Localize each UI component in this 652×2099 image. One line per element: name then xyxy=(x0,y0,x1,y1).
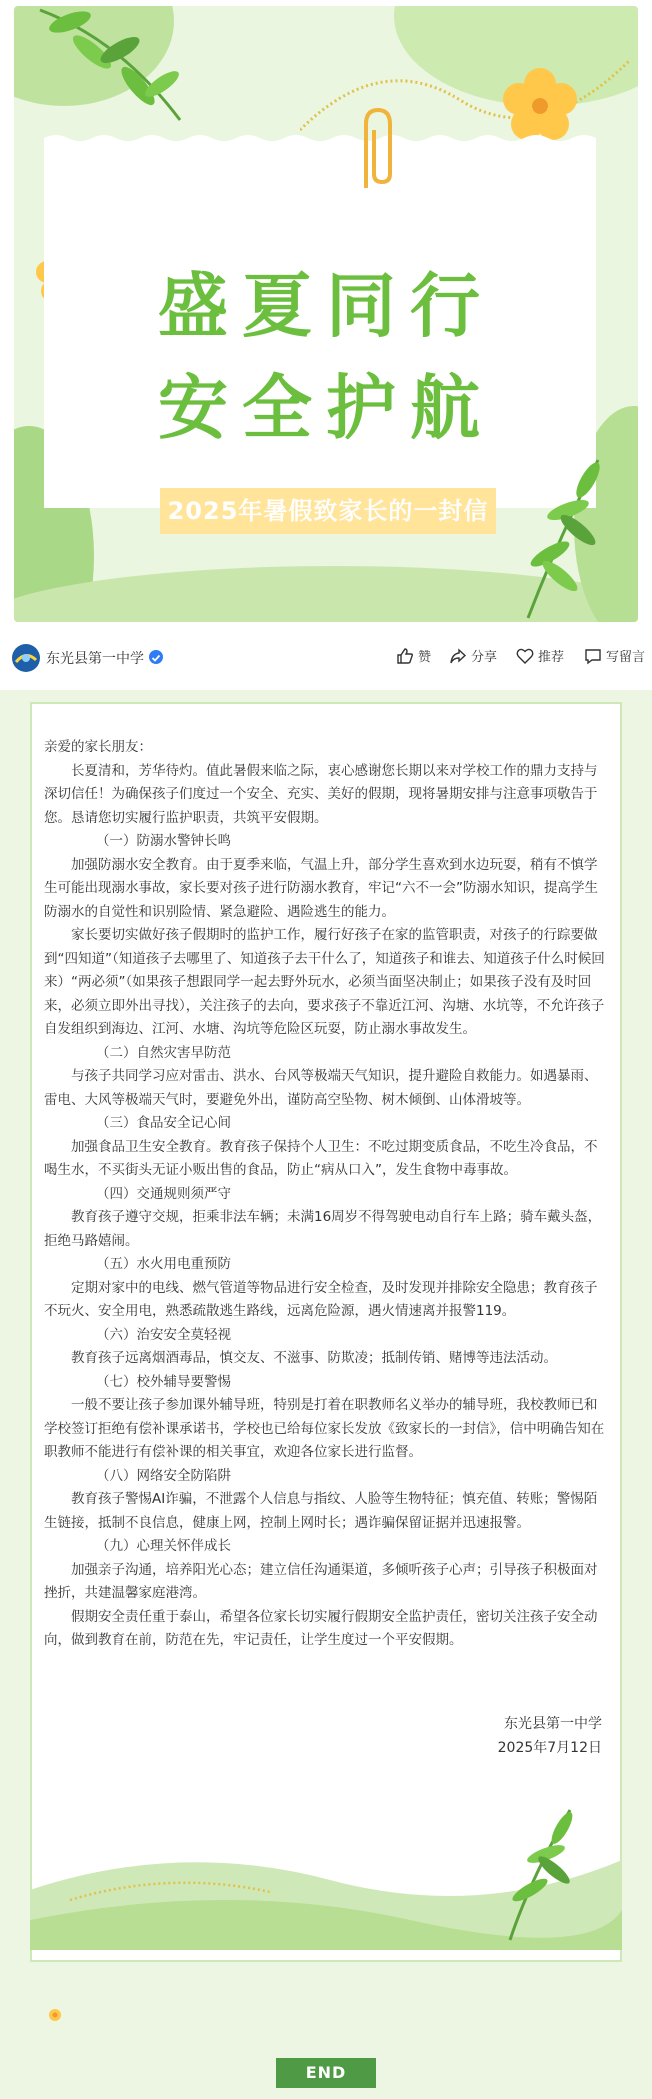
share-button[interactable] xyxy=(449,646,497,665)
paperclip-icon xyxy=(352,104,402,194)
section-paragraph: 加强防溺水安全教育。由于夏季来临，气温上升，部分学生喜欢到水边玩耍，稍有不慎学生可能出现溺水事故，家长要对孩子进行防溺水教育，牢记“六不一会”防溺水知识，提高学生防溺水的自觉性和识别险情、紧急避险、遇险逃生的能力。 xyxy=(44,856,598,920)
share-label: 分享 xyxy=(471,650,498,665)
share-icon xyxy=(449,647,467,665)
leaf-branch-icon xyxy=(508,450,618,620)
section-heading: （六）治安安全莫轻视 xyxy=(96,1326,231,1343)
banner-subtitle: 2025年暑假致家长的一封信 xyxy=(167,497,489,525)
section-paragraph: 教育孩子遵守交规，拒乘非法车辆；未满16周岁不得驾驶电动自行车上路；骑车戴头盔，拒绝马路嬉闹。 xyxy=(44,1209,602,1249)
section-heading: （三）食品安全记心间 xyxy=(96,1115,231,1131)
section-paragraph: 加强食品卫生安全教育。教育孩子保持个人卫生：不吃过期变质食品，不吃生冷食品，不喝生水，不买街头无证小贩出售的食品，防止“病从口入”，发生食物中毒事故。 xyxy=(44,1138,598,1178)
section-paragraph: 与孩子共同学习应对雷击、洪水、台风等极端天气知识，提升避险自救能力。如遇暴雨、雷电、大风等极端天气时，要避免外出，谨防高空坠物、树木倾倒、山体滑坡等。 xyxy=(44,1068,598,1108)
letter-section xyxy=(0,690,652,2099)
section-paragraph: 教育孩子远离烟酒毒品，慎交友、不滋事、防欺凌；抵制传销、赌博等违法活动。 xyxy=(71,1350,557,1366)
banner-title-line1: 盛夏同行 xyxy=(158,265,494,347)
closing-paragraph: 假期安全责任重于泰山，希望各位家长切实履行假期安全监护责任，密切关注孩子安全动向，做到教育在前，防范在先，牢记责任，让学生度过一个平安假期。 xyxy=(44,1608,598,1648)
section-heading: （一）防溺水警钟长鸣 xyxy=(96,833,231,849)
account-bar xyxy=(0,628,652,691)
section-heading: （五）水火用电重预防 xyxy=(96,1256,231,1272)
section-paragraph: 定期对家中的电线、燃气管道等物品进行安全检查，及时发现并排除安全隐患；教育孩子不玩火、安全用电，熟悉疏散逃生路线，远离危险源，遇火情速离并报警119。 xyxy=(44,1279,598,1319)
section-paragraph: 一般不要让孩子参加课外辅导班，特别是打着在职教师名义举办的辅导班，我校教师已和学校签订拒绝有偿补课承诺书，学校也已给每位家长发放《致家长的一封信》，信中明确告知在职教师不能进行有偿补课的相关事宜，欢迎各位家长进行监督。 xyxy=(44,1397,605,1460)
comment-button[interactable] xyxy=(584,646,645,665)
school-logo-icon xyxy=(12,644,40,672)
section-heading: （四）交通规则须严守 xyxy=(96,1185,231,1202)
comment-label: 写留言 xyxy=(606,650,646,665)
like-label: 赞 xyxy=(418,650,432,665)
greeting: 亲爱的家长朋友： xyxy=(44,739,152,755)
account-name[interactable]: 东光县第一中学 xyxy=(46,651,144,667)
recommend-button[interactable] xyxy=(516,646,564,665)
cover-banner xyxy=(0,0,652,628)
verified-badge-icon xyxy=(149,650,163,664)
recommend-label: 推荐 xyxy=(538,650,565,665)
thumbs-up-icon xyxy=(396,647,414,665)
leaf-branch-icon xyxy=(30,0,200,140)
letter-body xyxy=(44,736,610,1653)
intro-paragraph: 长夏清和，芳华待灼。值此暑假来临之际，衷心感谢您长期以来对学校工作的鼎力支持与深切信任！为确保孩子们度过一个安全、充实、美好的假期，现将暑期安排与注意事项敬告于您。恳请您切实履行监护职责，共筑平安假期。 xyxy=(44,762,598,826)
banner-title-line2: 安全护航 xyxy=(158,367,494,449)
end-label: END xyxy=(276,2058,376,2088)
section-paragraph: 家长要切实做好孩子假期时的监护工作，履行好孩子在家的监管职责，对孩子的行踪要做到“四知道”（知道孩子去哪里了、知道孩子去干什么了，知道孩子和谁去、知道孩子什么时候回来）“两必须”（如果孩子想跟同学一起去野外玩水，必须当面坚决制止；如果孩子没有及时回来，必须立即外出寻找），关注孩子的去向，要求孩子不靠近江河、沟塘、水坑等，不允许孩子自发组织到海边、江河、水塘、沟坑等危险区玩耍，防止溺水事故发生。 xyxy=(44,927,605,1037)
letter-footer-decor xyxy=(30,1770,622,1950)
signature-block xyxy=(498,1712,602,1760)
avatar[interactable] xyxy=(12,644,40,672)
heart-icon xyxy=(516,647,534,665)
like-button[interactable] xyxy=(396,646,431,665)
section-heading: （七）校外辅导要警惕 xyxy=(96,1373,231,1390)
section-heading: （二）自然灾害早防范 xyxy=(96,1044,231,1061)
comment-icon xyxy=(584,647,602,665)
signature: 东光县第一中学 xyxy=(504,1716,602,1732)
section-heading: （八）网络安全防陷阱 xyxy=(96,1467,231,1484)
section-paragraph: 加强亲子沟通，培养阳光心态；建立信任沟通渠道，多倾听孩子心声；引导孩子积极面对挫折，共建温馨家庭港湾。 xyxy=(44,1561,598,1601)
subtitle-bar xyxy=(160,488,496,534)
section-paragraph: 教育孩子警惕AI诈骗，不泄露个人信息与指纹、人脸等生物特征；慎充值、转账；警惕陌生链接，抵制不良信息，健康上网，控制上网时长；遇诈骗保留证据并迅速报警。 xyxy=(44,1491,598,1531)
gold-swirl-icon xyxy=(300,20,640,150)
flower-icon xyxy=(48,2008,62,2022)
section-heading: （九）心理关怀伴成长 xyxy=(96,1538,231,1554)
letter-date: 2025年7月12日 xyxy=(497,1740,602,1756)
